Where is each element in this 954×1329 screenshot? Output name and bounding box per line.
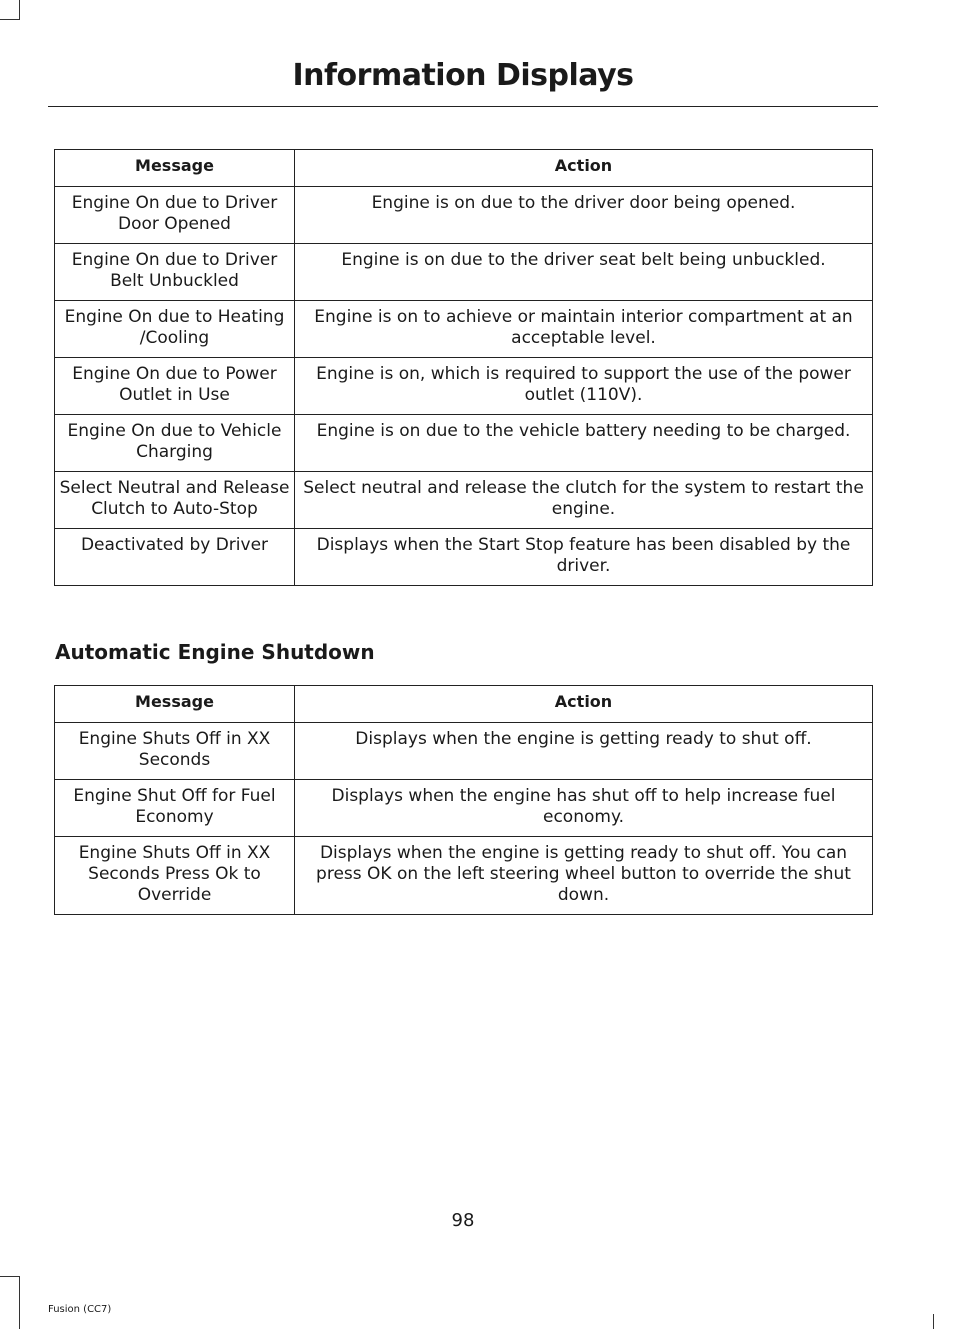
table-row xyxy=(55,472,873,529)
action-cell: Displays when the Start Stop feature has been disabled by the driver. xyxy=(295,529,873,586)
message-cell: Engine On due to Heating /Cooling xyxy=(55,301,295,358)
column-header-message: Message xyxy=(55,686,295,723)
table-row xyxy=(55,358,873,415)
table-row xyxy=(55,837,873,915)
page-number: 98 xyxy=(451,1210,475,1231)
action-cell: Displays when the engine is getting ready to shut off. xyxy=(295,723,873,780)
message-cell: Select Neutral and Release Clutch to Auto-Stop xyxy=(55,472,295,529)
message-cell: Engine On due to Power Outlet in Use xyxy=(55,358,295,415)
action-cell: Engine is on due to the driver door being opened. xyxy=(295,187,873,244)
table-row xyxy=(55,187,873,244)
header-divider xyxy=(48,106,878,107)
table-header-row xyxy=(55,686,873,723)
column-header-message: Message xyxy=(55,150,295,187)
crop-mark xyxy=(19,0,20,20)
action-cell: Displays when the engine has shut off to help increase fuel economy. xyxy=(295,780,873,837)
section-heading: Automatic Engine Shutdown xyxy=(55,640,375,664)
action-cell: Engine is on, which is required to support the use of the power outlet (110V). xyxy=(295,358,873,415)
action-cell: Engine is on due to the driver seat belt being unbuckled. xyxy=(295,244,873,301)
table-header-row xyxy=(55,150,873,187)
footer-model: Fusion (CC7) xyxy=(48,1304,112,1315)
message-cell: Deactivated by Driver xyxy=(55,529,295,586)
table-row xyxy=(55,415,873,472)
crop-mark xyxy=(0,1276,20,1277)
crop-mark xyxy=(0,19,20,20)
action-cell: Engine is on due to the vehicle battery needing to be charged. xyxy=(295,415,873,472)
crop-mark xyxy=(19,1276,20,1329)
page-title: Information Displays xyxy=(292,58,634,93)
message-cell: Engine Shuts Off in XX Seconds xyxy=(55,723,295,780)
table-row xyxy=(55,723,873,780)
message-cell: Engine On due to Vehicle Charging xyxy=(55,415,295,472)
messages-table xyxy=(54,149,873,586)
table-row xyxy=(55,244,873,301)
message-cell: Engine Shut Off for Fuel Economy xyxy=(55,780,295,837)
column-header-action: Action xyxy=(295,150,873,187)
message-cell: Engine On due to Driver Door Opened xyxy=(55,187,295,244)
message-cell: Engine On due to Driver Belt Unbuckled xyxy=(55,244,295,301)
table-row xyxy=(55,301,873,358)
message-cell: Engine Shuts Off in XX Seconds Press Ok to Override xyxy=(55,837,295,915)
action-cell: Select neutral and release the clutch for the system to restart the engine. xyxy=(295,472,873,529)
table-row xyxy=(55,529,873,586)
crop-mark xyxy=(933,1314,934,1329)
action-cell: Displays when the engine is getting ready to shut off. You can press OK on the left steering wheel button to override the shut down. xyxy=(295,837,873,915)
shutdown-messages-table xyxy=(54,685,873,915)
column-header-action: Action xyxy=(295,686,873,723)
action-cell: Engine is on to achieve or maintain interior compartment at an acceptable level. xyxy=(295,301,873,358)
table-row xyxy=(55,780,873,837)
